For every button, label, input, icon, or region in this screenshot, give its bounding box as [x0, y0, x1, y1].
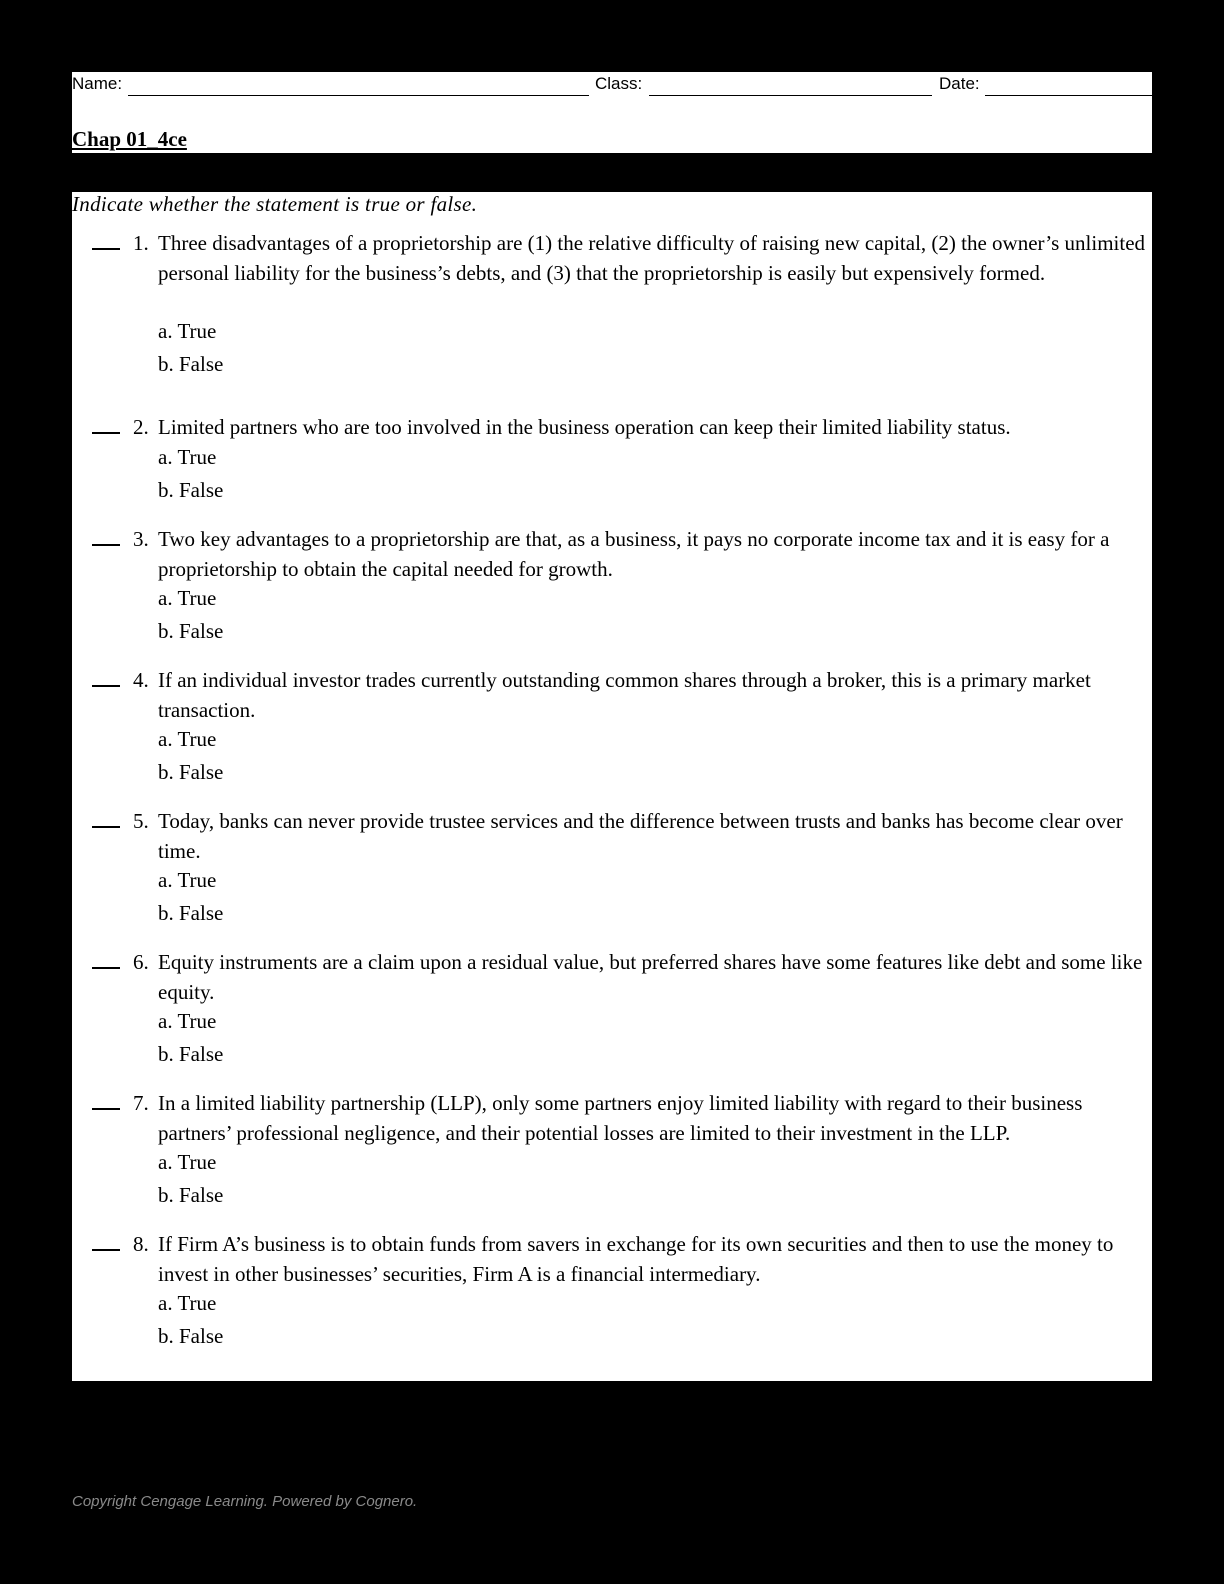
question-section — [72, 192, 1152, 1381]
question-number: 5. — [133, 809, 149, 833]
choice-true[interactable]: a. True — [158, 868, 217, 892]
instructions: Indicate whether the statement is true or false. — [72, 192, 478, 216]
choice-false[interactable]: b. False — [158, 1183, 224, 1207]
question-text: Limited partners who are too involved in the business operation can keep their limited liability status. — [158, 415, 1011, 439]
class-field[interactable] — [649, 95, 932, 96]
chapter-title: Chap 01_4ce — [72, 127, 187, 151]
choice-true[interactable]: a. True — [158, 445, 217, 469]
question-text: In a limited liability partnership (LLP), only some partners enjoy limited liability with regard to their business partners’ professional negligence, and their potential losses are limited to their investment in the LLP. — [158, 1091, 1083, 1145]
question-text: If an individual investor trades currently outstanding common shares through a broker, this is a primary market transaction. — [158, 668, 1091, 722]
date-field[interactable] — [985, 95, 1152, 96]
date-label: Date: — [939, 74, 980, 93]
answer-blank[interactable] — [92, 826, 120, 828]
question-number: 7. — [133, 1091, 149, 1115]
choice-false[interactable]: b. False — [158, 1042, 224, 1066]
question-number: 4. — [133, 668, 149, 692]
answer-blank[interactable] — [92, 967, 120, 969]
choice-false[interactable]: b. False — [158, 352, 224, 376]
question-number: 3. — [133, 527, 149, 551]
question-text: If Firm A’s business is to obtain funds from savers in exchange for its own securities and then to use the money to invest in other businesses’ securities, Firm A is a financial intermediary. — [158, 1232, 1114, 1286]
choice-true[interactable]: a. True — [158, 586, 217, 610]
choice-true[interactable]: a. True — [158, 1291, 217, 1315]
name-field[interactable] — [128, 95, 589, 96]
student-info-fields — [72, 72, 1152, 98]
choice-false[interactable]: b. False — [158, 619, 224, 643]
choice-false[interactable]: b. False — [158, 901, 224, 925]
question-number: 6. — [133, 950, 149, 974]
choice-true[interactable]: a. True — [158, 319, 217, 343]
answer-blank[interactable] — [92, 1108, 120, 1110]
choice-false[interactable]: b. False — [158, 478, 224, 502]
question-number: 1. — [133, 231, 149, 255]
class-label: Class: — [595, 74, 643, 93]
question-text: Today, banks can never provide trustee services and the difference between trusts and banks has become clear over time. — [158, 809, 1123, 863]
question-text: Two key advantages to a proprietorship are that, as a business, it pays no corporate income tax and it is easy for a proprietorship to obtain the capital needed for growth. — [158, 527, 1110, 581]
question-text: Equity instruments are a claim upon a residual value, but preferred shares have some features like debt and some like equity. — [158, 950, 1143, 1004]
answer-blank[interactable] — [92, 248, 120, 250]
question-text: Three disadvantages of a proprietorship are (1) the relative difficulty of raising new capital, (2) the owner’s unlimited personal liability for the business’s debts, and (3) that the proprietorship is easily but expensively formed. — [158, 231, 1146, 285]
question-number: 2. — [133, 415, 149, 439]
choice-true[interactable]: a. True — [158, 727, 217, 751]
choice-true[interactable]: a. True — [158, 1009, 217, 1033]
answer-blank[interactable] — [92, 1249, 120, 1251]
choice-true[interactable]: a. True — [158, 1150, 217, 1174]
choice-false[interactable]: b. False — [158, 1324, 224, 1348]
answer-blank[interactable] — [92, 432, 120, 434]
name-label: Name: — [72, 74, 123, 93]
choice-false[interactable]: b. False — [158, 760, 224, 784]
answer-blank[interactable] — [92, 544, 120, 546]
question-number: 8. — [133, 1232, 149, 1256]
answer-blank[interactable] — [92, 685, 120, 687]
worksheet-header — [72, 72, 1152, 153]
copyright-footer: Copyright Cengage Learning. Powered by Cognero. — [72, 1493, 418, 1510]
